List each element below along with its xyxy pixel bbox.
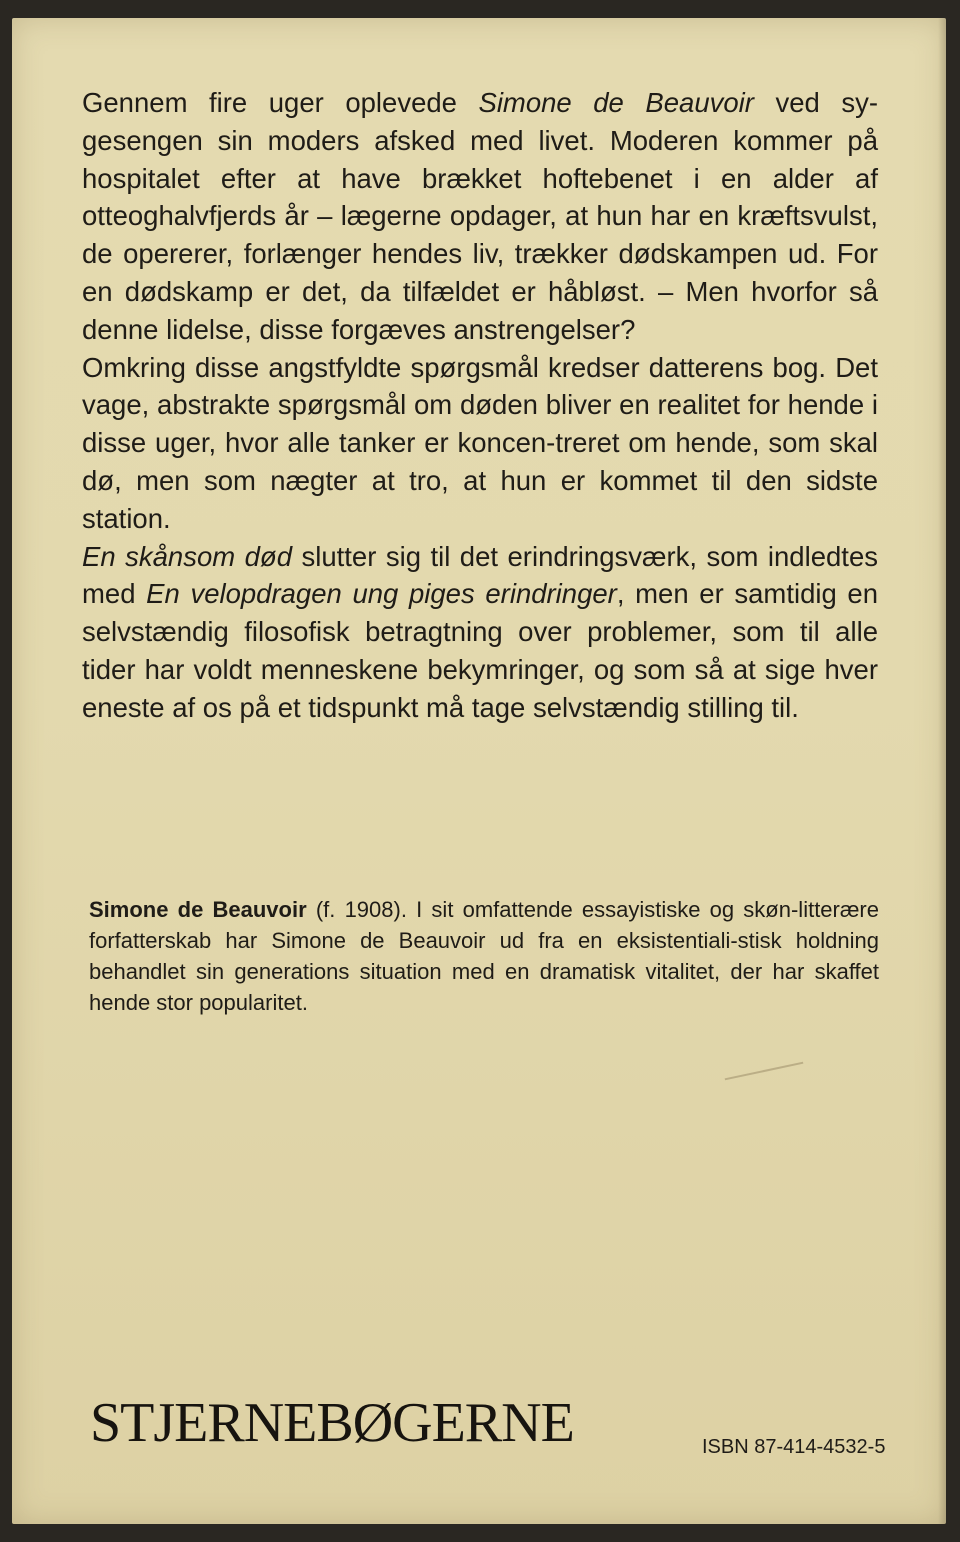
book-title-italic: En skånsom død [82, 540, 293, 572]
blurb-text [82, 84, 878, 727]
blurb-paragraph-3: En skånsom død slutter sig til det erindringsværk, som indledtes med En velopdragen ung piges erindringer, men er samtidig en selvstændig filosofisk betragtning over problemer, som til alle tider har voldt menneskene bekymringer, og som så at sige hver eneste af os på et tidspunkt må tage selvstændig stilling til. [82, 540, 879, 723]
book-back-cover [12, 18, 946, 1524]
publisher-logo: STJERNEBØGERNE [90, 1392, 574, 1454]
blurb-paragraph-2: Omkring disse angstfyldte spørgsmål kredser datterens bog. Det vage, abstrakte spørgsmål om døden bliver en realitet for hende i disse uger, hvor alle tanker er koncen-treret om hende, som skal dø, men som nægter at tro, at hun er kommet til den sidste station. [82, 351, 878, 534]
blurb-paragraph-1: Gennem fire uger oplevede Simone de Beauvoir ved sy-gesengen sin moders afsked med livet. Moderen kommer på hospitalet efter at have brækket hoftebenet i en alder af otteoghalvfjerds år – lægerne opdager, at hun har en kræftsvulst, de opererer, forlænger hendes liv, trækker dødskampen ud. For en dødskamp er det, da tilfældet er håbløst. – Men hvorfor så denne lidelse, disse forgæves anstrengelser? [82, 87, 878, 345]
isbn-number: ISBN 87-414-4532-5 [702, 1436, 886, 1458]
bio-text: (f. 1908). I sit omfattende essayistiske og skøn-litterære forfatterskab har Simone de Beauvoir ud fra en eksistentiali-stisk holdning behandlet sin generations situation med en dramatisk vitalitet, der har skaffet hende stor popularitet. [89, 897, 879, 1015]
author-name-italic: Simone de Beauvoir [478, 87, 754, 118]
author-bio [89, 894, 879, 1018]
bio-author-name: Simone de Beauvoir [89, 897, 307, 922]
memoir-title-italic: En velopdragen ung piges erindringer [146, 578, 617, 610]
cover-edge-shadow [938, 18, 946, 1524]
cover-crease [725, 1062, 804, 1081]
